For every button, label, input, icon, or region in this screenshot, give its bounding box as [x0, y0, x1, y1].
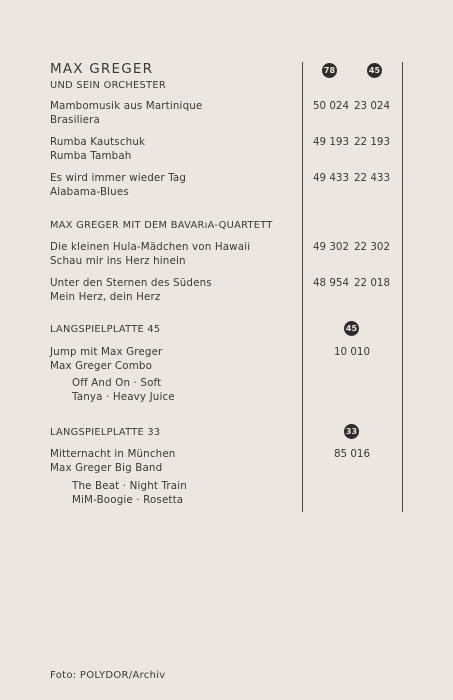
section-heading: LANGSPIELPLATTE 33 [50, 427, 161, 438]
record-entry [50, 241, 250, 268]
photo-credit: Foto: POLYDOR/Archiv [50, 670, 166, 681]
catalog-number-78: 49 193 [312, 136, 350, 148]
track-line: Tanya · Heavy Juice [72, 390, 175, 403]
column-divider-left [302, 62, 303, 512]
album-entry [50, 346, 162, 373]
catalog-number-lp: 10 010 [333, 346, 371, 358]
track-line: Off And On · Soft [72, 377, 162, 389]
catalog-number-45: 22 193 [353, 136, 391, 148]
catalog-number-45: 22 018 [353, 277, 391, 289]
song-title: Rumba Tambah [50, 149, 132, 162]
section-heading: MAX GREGER MIT DEM BAVARıA-QUARTETT [50, 220, 273, 231]
catalog-number-78: 50 024 [312, 100, 350, 112]
song-title: Alabama-Blues [50, 185, 129, 198]
catalog-number-lp: 85 016 [333, 448, 371, 460]
catalog-number-78: 49 433 [312, 172, 350, 184]
badge-45rpm: 45 [344, 321, 359, 336]
song-title: Mein Herz, dein Herz [50, 290, 161, 303]
record-entry [50, 136, 145, 163]
song-title: Brasiliera [50, 113, 100, 126]
column-divider-right [402, 62, 403, 512]
badge-78rpm: 78 [322, 63, 337, 78]
album-title: Jump mit Max Greger [50, 346, 163, 358]
song-title: Die kleinen Hula-Mädchen von Hawaii [50, 241, 251, 253]
catalog-number-45: 22 433 [353, 172, 391, 184]
album-title: Mitternacht in München [50, 448, 176, 460]
section-heading: LANGSPIELPLATTE 45 [50, 324, 161, 335]
song-title: Schau mir ins Herz hinein [50, 254, 186, 267]
catalog-number-45: 22 302 [353, 241, 391, 253]
badge-33rpm: 33 [344, 424, 359, 439]
song-title: Es wird immer wieder Tag [50, 172, 187, 184]
album-artist: Max Greger Combo [50, 359, 153, 372]
catalog-number-78: 49 302 [312, 241, 350, 253]
song-title: Mambomusik aus Martinique [50, 100, 203, 112]
artist-subtitle: UND SEIN ORCHESTER [50, 80, 166, 91]
record-entry [50, 277, 212, 304]
album-artist: Max Greger Big Band [50, 461, 163, 474]
track-line: MiM-Boogie · Rosetta [72, 493, 184, 506]
song-title: Unter den Sternen des Südens [50, 277, 212, 289]
artist-title: MAX GREGER [50, 61, 154, 77]
record-entry [50, 172, 186, 199]
track-list [72, 377, 175, 404]
track-line: The Beat · Night Train [72, 480, 187, 492]
track-list [72, 480, 187, 507]
album-entry [50, 448, 176, 475]
catalog-number-78: 48 954 [312, 277, 350, 289]
badge-45rpm: 45 [367, 63, 382, 78]
song-title: Rumba Kautschuk [50, 136, 146, 148]
record-entry [50, 100, 202, 127]
catalog-number-45: 23 024 [353, 100, 391, 112]
